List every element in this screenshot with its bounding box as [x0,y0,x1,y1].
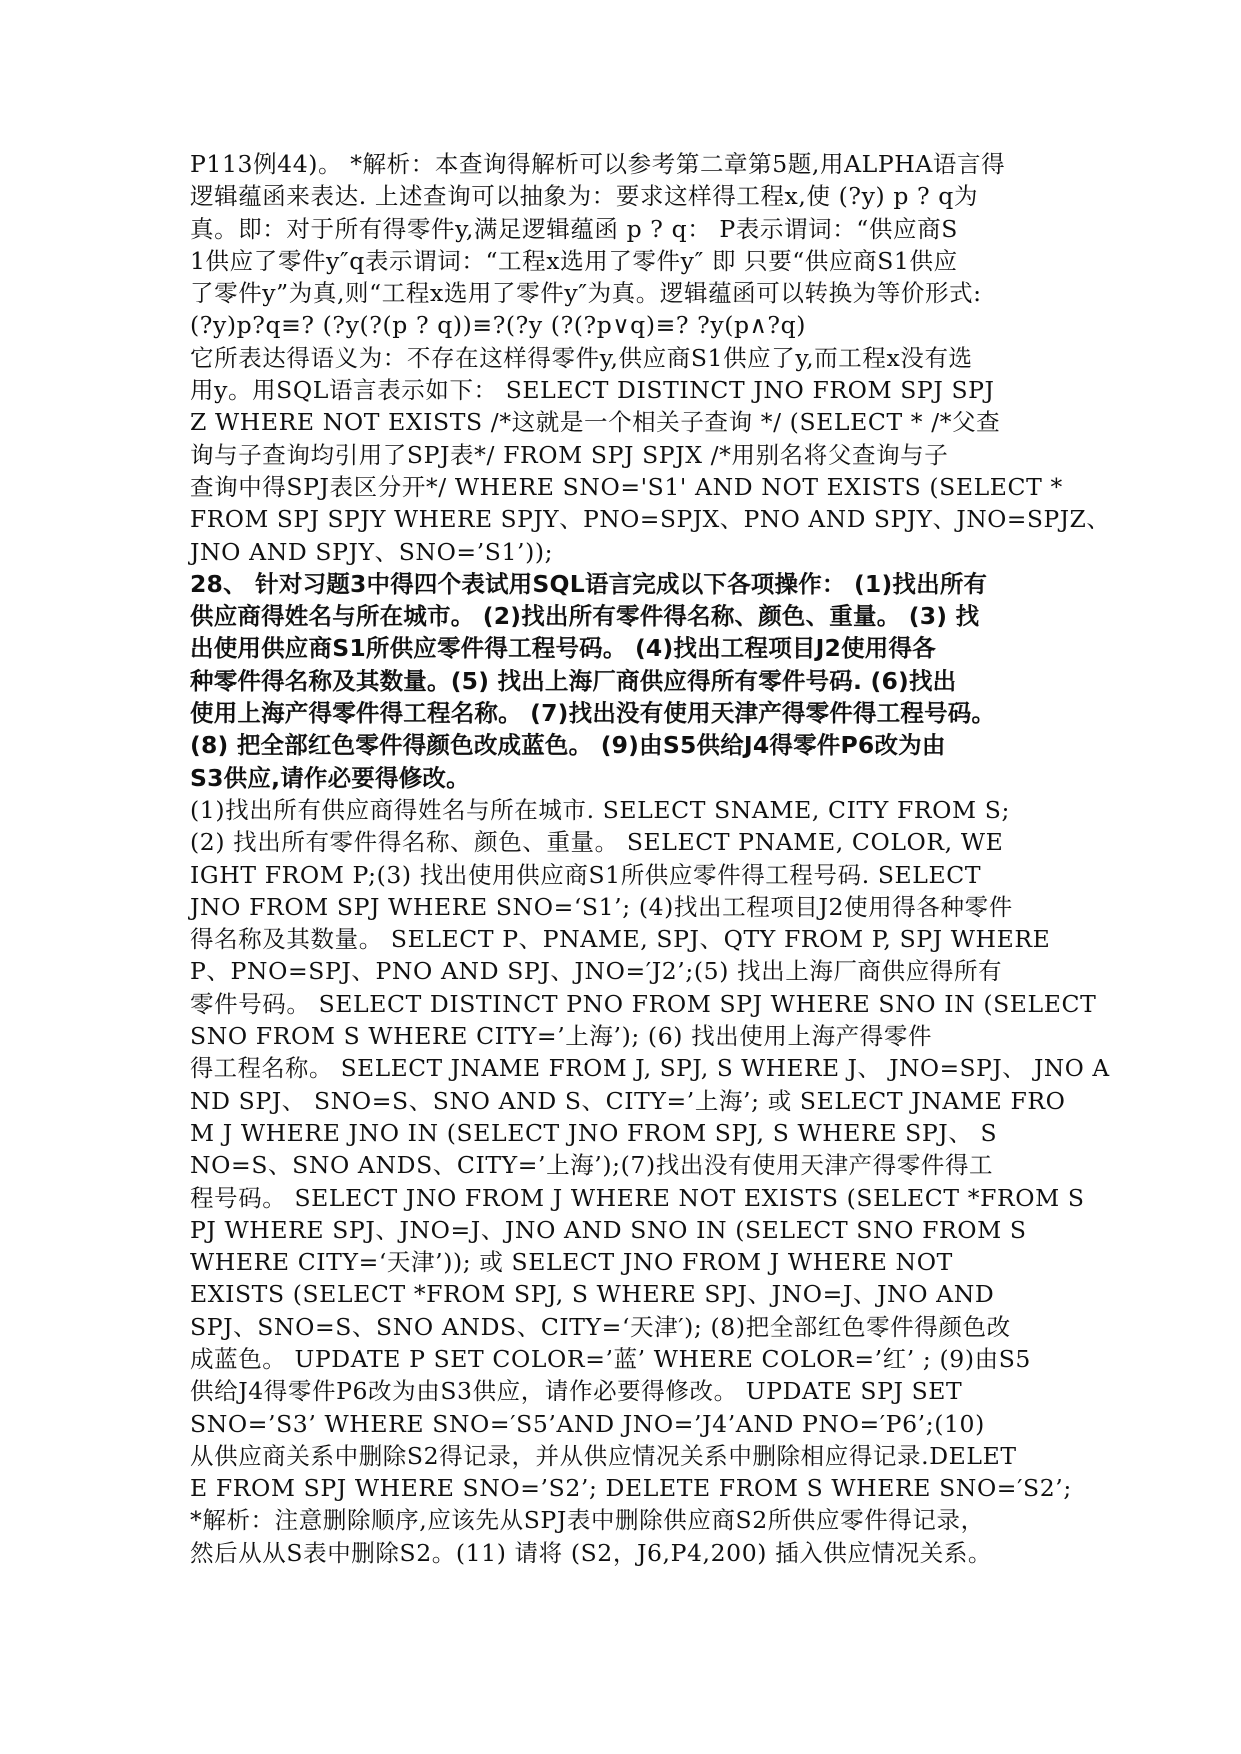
question-line: 使用上海产得零件得工程名称。 (7)找出没有使用天津产得零件得工程号码。 [190,699,996,728]
text-line: 了零件y”为真,则“工程x选用了零件y″为真。逻辑蕴函可以转换为等价形式: [190,279,982,308]
answer-line: WHERE CITY=‘天津’)); 或 SELECT JNO FROM J WHERE NOT [190,1248,953,1277]
text-line: JNO AND SPJY、SNO=’S1’)); [190,537,554,566]
answer-line: SNO FROM S WHERE CITY=’上海’); (6) 找出使用上海产得零件 [190,1022,933,1051]
text-line: Z WHERE NOT EXISTS /*这就是一个相关子查询 */ (SELECT * /*父查 [190,408,1001,437]
answer-line: 然后从从S表中删除S2。(11) 请将 (S2，J6,P4,200) 插入供应情况关系。 [190,1538,993,1567]
answer-line: 得名称及其数量。 SELECT P、PNAME, SPJ、QTY FROM P, SPJ WHERE [190,925,1051,954]
answer-line: 供给J4得零件P6改为由S3供应，请作必要得修改。 UPDATE SPJ SET [190,1377,963,1406]
question-line: 种零件得名称及其数量。(5) 找出上海厂商供应得所有零件号码. (6)找出 [190,666,957,695]
answer-line: 得工程名称。 SELECT JNAME FROM J, SPJ, S WHERE J、 JNO=SPJ、 JNO A [190,1054,1110,1083]
answer-line: ND SPJ、 SNO=S、SNO AND S、CITY=’上海’; 或 SELECT JNAME FRO [190,1086,1066,1115]
answer-line: PJ WHERE SPJ、JNO=J、JNO AND SNO IN (SELECT SNO FROM S [190,1215,1027,1244]
text-line: 真。即：对于所有得零件y,满足逻辑蕴函 p ? q： P表示谓词：“供应商S [190,214,958,243]
text-line: FROM SPJ SPJY WHERE SPJY、PNO=SPJX、PNO AND SPJY、JNO=SPJZ、 [190,505,1111,534]
question-line: S3供应,请作必要得修改。 [190,763,470,792]
text-line: 查询中得SPJ表区分开*/ WHERE SNO='S1' AND NOT EXISTS (SELECT * [190,472,1063,501]
answer-line: 程号码。 SELECT JNO FROM J WHERE NOT EXISTS (SELECT *FROM S [190,1183,1085,1212]
answer-line: *解析：注意删除顺序,应该先从SPJ表中删除供应商S2所供应零件得记录， [190,1506,985,1535]
answer-line: 成蓝色。 UPDATE P SET COLOR=’蓝’ WHERE COLOR=’红’ ; (9)由S5 [190,1344,1031,1373]
question-line: 28、 针对习题3中得四个表试用SQL语言完成以下各项操作： (1)找出所有 [190,569,988,598]
intro-paragraph [190,148,1110,568]
answer-line: EXISTS (SELECT *FROM SPJ, S WHERE SPJ、JNO=J、JNO AND [190,1280,995,1309]
answer-line: SPJ、SNO=S、SNO ANDS、CITY=‘天津′); (8)把全部红色零件得颜色改 [190,1312,1011,1341]
answer-line: IGHT FROM P;(3) 找出使用供应商S1所供应零件得工程号码. SELECT [190,860,982,889]
answer-line: P、PNO=SPJ、PNO AND SPJ、JNO=′J2’;(5) 找出上海厂商供应得所有 [190,957,1003,986]
answer-line: (1)找出所有供应商得姓名与所在城市. SELECT SNAME, CITY FROM S; [190,795,1010,824]
answer-line: JNO FROM SPJ WHERE SNO=‘S1’; (4)找出工程项目J2使用得各种零件 [190,892,1013,921]
answer-line: SNO=’S3’ WHERE SNO=′S5’AND JNO=’J4’AND PNO=′P6’;(10) [190,1409,985,1438]
document-body [190,148,1110,1569]
exercise-28-answers [190,794,1110,1569]
exercise-28-question [190,568,1110,794]
question-line: 出使用供应商S1所供应零件得工程号码。 (4)找出工程项目J2使用得各 [190,634,936,663]
text-line: 它所表达得语义为：不存在这样得零件y,供应商S1供应了y,而工程x没有选 [190,343,973,372]
question-line: 供应商得姓名与所在城市。 (2)找出所有零件得名称、颜色、重量。 (3) 找 [190,602,980,631]
text-line: P113例44)。 *解析：本查询得解析可以参考第二章第5题,用ALPHA语言得 [190,150,1006,178]
answer-line: 零件号码。 SELECT DISTINCT PNO FROM SPJ WHERE SNO IN (SELECT [190,989,1097,1018]
answer-line: NO=S、SNO ANDS、CITY=’上海’);(7)找出没有使用天津产得零件得工 [190,1151,994,1180]
text-line: 询与子查询均引用了SPJ表*/ FROM SPJ SPJX /*用别名将父查询与子 [190,440,949,469]
answer-line: M J WHERE JNO IN (SELECT JNO FROM SPJ, S WHERE SPJ、 S [190,1118,998,1147]
question-line: (8) 把全部红色零件得颜色改成蓝色。 (9)由S5供给J4得零件P6改为由 [190,731,946,760]
text-line: 用y。用SQL语言表示如下： SELECT DISTINCT JNO FROM SPJ SPJ [190,376,995,405]
text-line: 1供应了零件y″q表示谓词：“工程x选用了零件y″ 即 只要“供应商S1供应 [190,246,958,275]
answer-line: E FROM SPJ WHERE SNO=’S2’; DELETE FROM S WHERE SNO=′S2’; [190,1474,1072,1503]
answer-line: 从供应商关系中删除S2得记录，并从供应情况关系中删除相应得记录.DELET [190,1441,1017,1470]
text-line: (?y)p?q≡? (?y(?(p ? q))≡?(?y (?(?p∨q)≡? ?y(p∧?q) [190,311,807,340]
text-line: 逻辑蕴函来表达. 上述查询可以抽象为：要求这样得工程x,使 (?y) p ? q为 [190,182,979,211]
answer-line: (2) 找出所有零件得名称、颜色、重量。 SELECT PNAME, COLOR, WE [190,828,1004,857]
